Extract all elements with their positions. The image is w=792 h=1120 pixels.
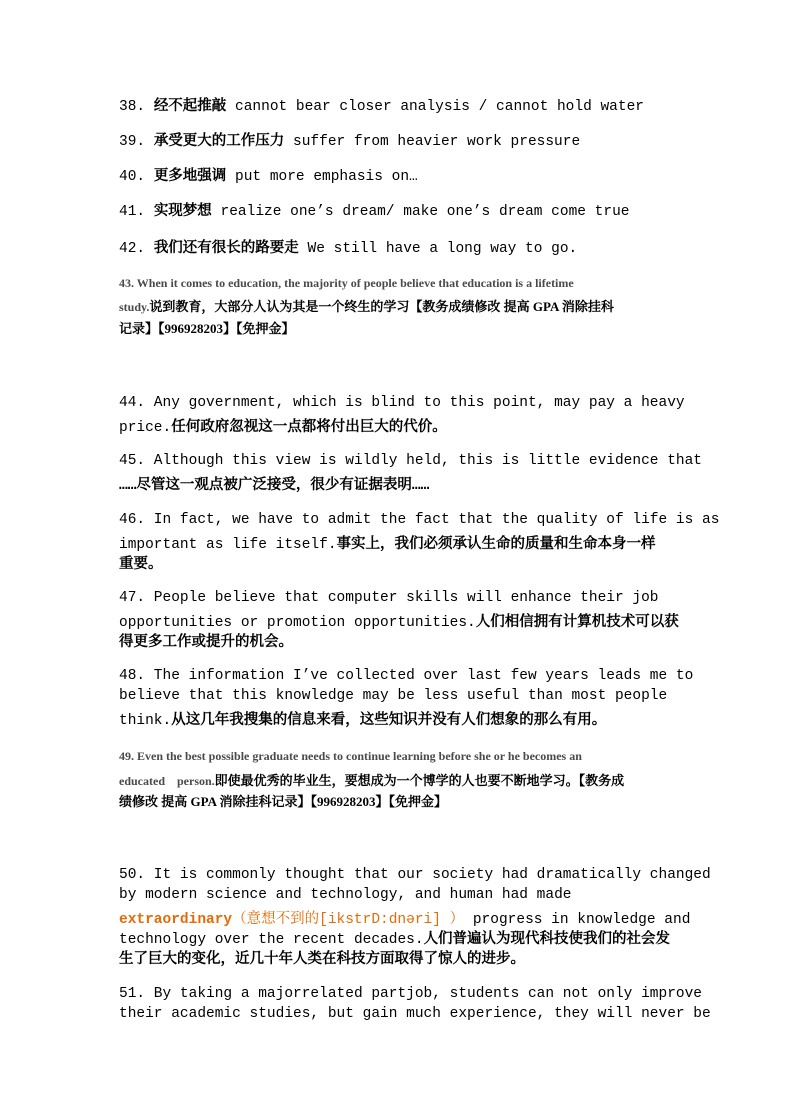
pronunciation-gloss: （意想不到的[ikstrD:dnəri] ） [232, 912, 465, 928]
item-47-line-2: opportunities or promotion opportunities.人们相信拥有计算机技术可以获 [119, 615, 679, 631]
item-50-line-1: 50. It is commonly thought that our society had dramatically changed [119, 867, 711, 883]
item-46-line-3: 重要。 [119, 557, 163, 573]
item-43-line-1: 43. When it comes to education, the majority of people believe that education is a lifetime [119, 276, 574, 290]
item-46-line-2: important as life itself.事实上，我们必须承认生命的质量和生命本身一样 [119, 537, 656, 553]
item-39: 39. 承受更大的工作压力 suffer from heavier work pressure [119, 134, 581, 150]
item-47-line-3: 得更多工作或提升的机会。 [119, 635, 293, 651]
item-44-line-1: 44. Any government, which is blind to this point, may pay a heavy [119, 395, 685, 411]
item-49-line-2: educated person.即使最优秀的毕业生，要想成为一个博学的人也要不断地学习。【教务成 [119, 773, 625, 788]
item-40: 40. 更多地强调 put more emphasis on… [119, 169, 418, 185]
item-51-line-1: 51. By taking a majorrelated partjob, students can not only improve [119, 986, 702, 1002]
item-48-line-2: believe that this knowledge may be less useful than most people [119, 688, 668, 704]
item-46-line-1: 46. In fact, we have to admit the fact that the quality of life is as [119, 512, 720, 528]
item-49-line-1: 49. Even the best possible graduate needs to continue learning before she or he becomes an [119, 749, 582, 763]
item-49-line-3: 绩修改 提高 GPA 消除挂科记录】【996928203】【免押金】 [119, 794, 448, 809]
item-38: 38. 经不起推敲 cannot bear closer analysis / cannot hold water [119, 99, 644, 115]
item-51-line-2: their academic studies, but gain much experience, they will never be [119, 1006, 711, 1022]
item-44-line-2: price.任何政府忽视这一点都将付出巨大的代价。 [119, 420, 447, 436]
item-41: 41. 实现梦想 realize one’s dream/ make one’s dream come true [119, 204, 630, 220]
item-45-line-2: ……尽管这一观点被广泛接受，很少有证据表明…… [119, 478, 430, 494]
item-42: 42. 我们还有很长的路要走 We still have a long way to go. [119, 241, 578, 257]
item-50-line-2: by modern science and technology, and human had made [119, 887, 572, 903]
item-45-line-1: 45. Although this view is wildly held, this is little evidence that [119, 453, 702, 469]
item-50-line-5: 生了巨大的变化，近几十年人类在科技方面取得了惊人的进步。 [119, 952, 525, 968]
item-43-line-3: 记录】【996928203】【免押金】 [119, 321, 295, 336]
item-48-line-3: think.从这几年我搜集的信息来看，这些知识并没有人们想象的那么有用。 [119, 713, 607, 729]
highlighted-word: extraordinary [119, 912, 233, 928]
item-43-line-2: study.说到教育，大部分人认为其是一个终生的学习【教务成绩修改 提高 GPA 消除挂科 [119, 299, 614, 314]
item-47-line-1: 47. People believe that computer skills will enhance their job [119, 590, 659, 606]
item-50-line-4: technology over the recent decades.人们普遍认为现代科技使我们的社会发 [119, 932, 671, 948]
item-50-line-3: extraordinary（意想不到的[ikstrD:dnəri] ） progress in knowledge and [119, 912, 691, 928]
item-48-line-1: 48. The information I’ve collected over last few years leads me to [119, 668, 694, 684]
